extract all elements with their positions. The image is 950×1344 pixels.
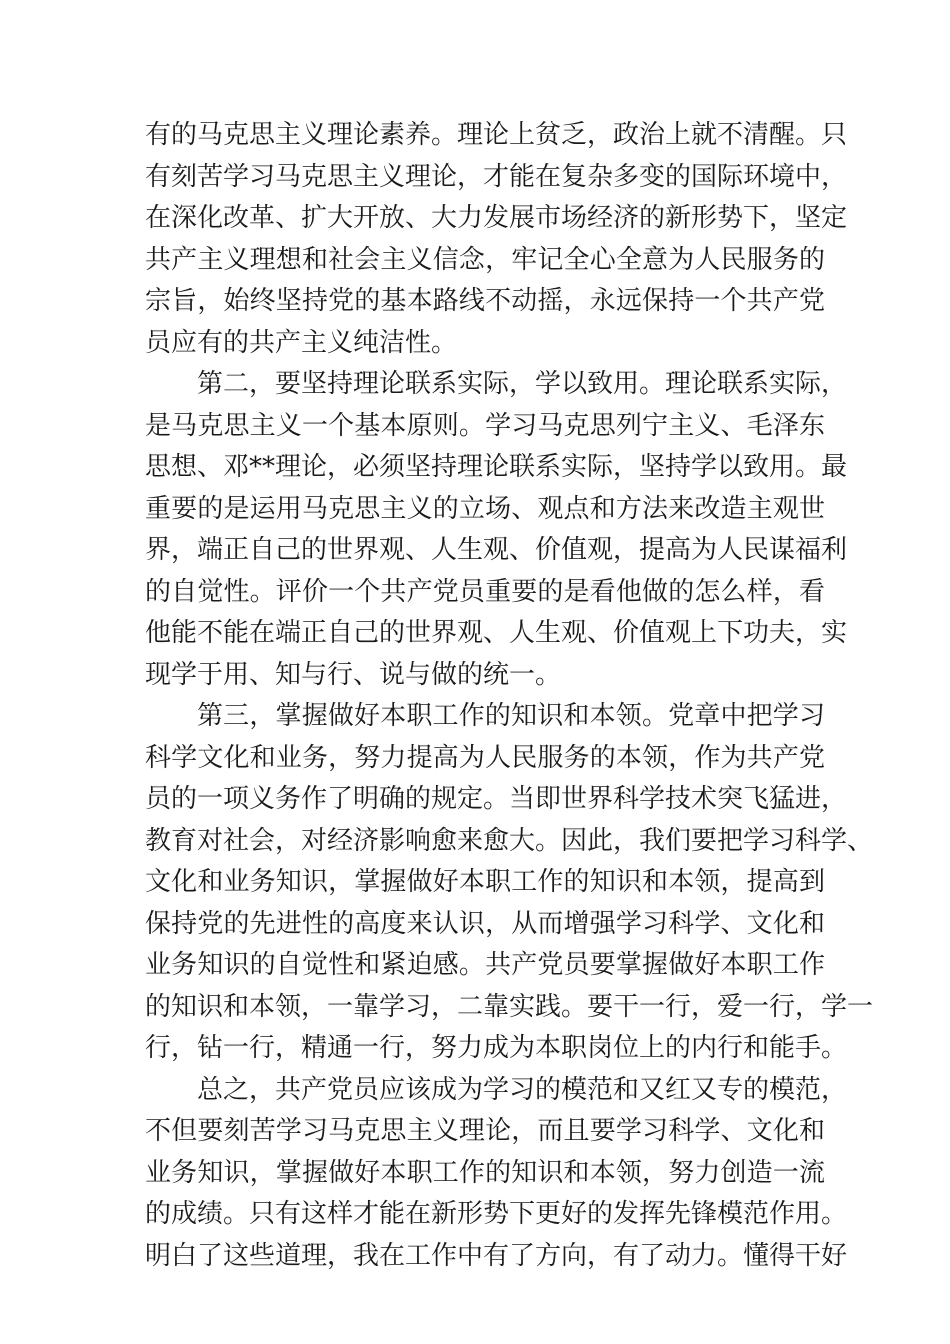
- text-line: 他能不能在端正自己的世界观、人生观、价值观上下功夫，实: [145, 618, 848, 648]
- text-line: 有刻苦学习马克思主义理论，才能在复杂多变的国际环境中，: [145, 161, 848, 192]
- text-line: 宗旨，始终坚持党的基本路线不动摇，永远保持一个共产党: [145, 286, 825, 316]
- text-line: 共产主义理想和社会主义信念，牢记全心全意为人民服务的: [145, 244, 825, 275]
- text-line: 界，端正自己的世界观、人生观、价值观，提高为人民谋福利: [145, 535, 848, 565]
- paragraph-start-line: 第二，要坚持理论联系实际，学以致用。理论联系实际，: [197, 369, 848, 399]
- text-line: 的自觉性。评价一个共产党员重要的是看他做的怎么样，看: [145, 576, 825, 607]
- text-line: 思想、邓**理论，必须坚持理论联系实际，坚持学以致用。最: [145, 452, 848, 482]
- text-line: 业务知识的自觉性和紧迫感。共产党员要掌握做好本职工作: [145, 950, 825, 980]
- text-line: 明白了这些道理，我在工作中有了方向，有了动力。懂得干好: [145, 1240, 848, 1271]
- text-line: 员应有的共产主义纯洁性。: [145, 327, 458, 358]
- text-line: 科学文化和业务，努力提高为人民服务的本领，作为共产党: [145, 742, 825, 773]
- text-line: 是马克思主义一个基本原则。学习马克思列宁主义、毛泽东: [145, 410, 825, 441]
- text-line: 现学于用、知与行、说与做的统一。: [145, 659, 562, 690]
- paragraph-start-line: 第三，掌握做好本职工作的知识和本领。党章中把学习: [197, 701, 825, 731]
- text-line: 在深化改革、扩大开放、大力发展市场经济的新形势下，坚定: [145, 203, 848, 233]
- text-line: 的知识和本领，一靠学习，二靠实践。要干一行，爱一行，学一: [145, 991, 874, 1022]
- paragraph-start-line: 总之，共产党员应该成为学习的模范和又红又专的模范，: [197, 1074, 848, 1105]
- text-line: 业务知识，掌握做好本职工作的知识和本领，努力创造一流: [145, 1157, 825, 1188]
- text-line: 教育对社会，对经济影响愈来愈大。因此，我们要把学习科学、: [145, 825, 874, 856]
- text-line: 的成绩。只有这样才能在新形势下更好的发挥先锋模范作用。: [145, 1199, 848, 1229]
- document-body: [145, 115, 874, 1277]
- text-line: 重要的是运用马克思主义的立场、观点和方法来改造主观世: [145, 493, 825, 524]
- text-line: 行，钻一行，精通一行，努力成为本职岗位上的内行和能手。: [145, 1033, 848, 1063]
- text-line: 有的马克思主义理论素养。理论上贫乏，政治上就不清醒。只: [145, 120, 848, 150]
- text-line: 员的一项义务作了明确的规定。当即世界科学技术突飞猛进，: [145, 784, 848, 814]
- text-line: 保持党的先进性的高度来认识，从而增强学习科学、文化和: [145, 908, 825, 939]
- text-line: 不但要刻苦学习马克思主义理论，而且要学习科学、文化和: [145, 1116, 825, 1146]
- text-line: 文化和业务知识，掌握做好本职工作的知识和本领，提高到: [145, 867, 825, 897]
